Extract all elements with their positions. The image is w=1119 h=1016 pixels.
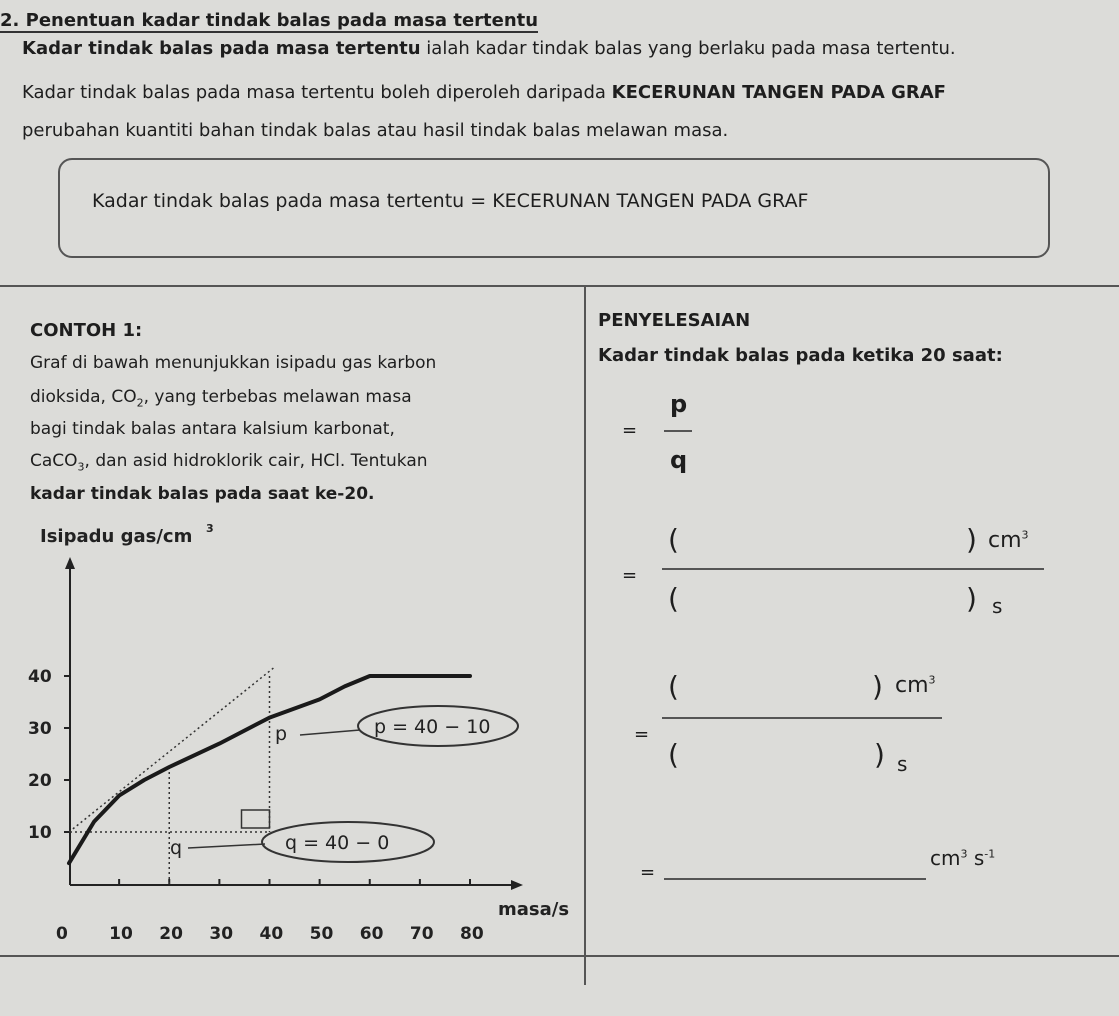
example-line-5: kadar tindak balas pada saat ke-20. [30, 484, 375, 504]
example-line-4: CaCO$_3$, dan asid hidroklorik cair, HCl. Tentukan [30, 451, 428, 474]
definition-term: Kadar tindak balas pada masa tertentu [22, 38, 421, 59]
q-formula: q = 40 − 0 [285, 832, 390, 854]
table-top-border [0, 285, 1119, 287]
unit-cm3-2: $cm^3$ [895, 673, 936, 698]
fraction-q: q [670, 446, 688, 474]
fraction-p: p [670, 390, 688, 418]
x-tick-label-80: 80 [460, 924, 484, 944]
example-line-2: dioksida, $CO_2$, yang terbebas melawan masa [30, 387, 412, 410]
example-line-1: Graf di bawah menunjukkan isipadu gas karbon [30, 353, 437, 373]
y-tick-label-40: 40 [28, 667, 52, 687]
co2-volume-curve [69, 676, 470, 863]
blank-close-3: ) [872, 670, 883, 703]
y-axis-arrow [65, 557, 75, 569]
p-pointer [300, 730, 360, 735]
y-tick-label-10: 10 [28, 823, 52, 843]
unit-s-1: s [992, 594, 1003, 618]
answer-blank[interactable] [664, 878, 926, 880]
eq-sign-4: = [640, 862, 656, 883]
y-axis-label: Isipadu gas/cm [40, 526, 193, 547]
solution-subtitle: Kadar tindak balas pada ketika 20 saat: [598, 345, 1003, 366]
example-title: CONTOH 1: [30, 320, 143, 341]
y-axis-label-exponent: 3 [206, 522, 214, 535]
blank-close-1: ) [966, 523, 977, 556]
eq-sign-1: = [622, 420, 638, 441]
q-pointer [188, 844, 265, 848]
fraction-bar-2 [662, 568, 1044, 570]
blank-open-1: ( [668, 523, 679, 556]
eq-sign-2: = [622, 565, 638, 586]
table-bottom-border [0, 955, 1119, 957]
p-label: p [275, 723, 288, 745]
x-tick-label-50: 50 [309, 924, 334, 944]
q-label: q [170, 837, 183, 859]
formula-text: Kadar tindak balas pada masa tertentu = KECERUNAN TANGEN PADA GRAF [92, 190, 809, 212]
y-tick-label-30: 30 [28, 719, 52, 739]
x-axis-arrow [511, 880, 523, 890]
y-tick-label-20: 20 [28, 771, 52, 791]
unit-s-2: s [897, 752, 908, 776]
blank-open-2: ( [668, 582, 679, 615]
right-angle-marker [242, 810, 270, 828]
answer-unit: $cm^3$ $s^{-1}$ [930, 846, 996, 870]
solution-title: PENYELESAIAN [598, 310, 751, 331]
x-tick-label-10: 10 [109, 924, 133, 944]
fraction-bar-3 [662, 717, 942, 719]
tangent-line [69, 668, 274, 832]
unit-cm3-1: $cm^3$ [988, 528, 1029, 553]
p-formula: p = 40 − 10 [374, 716, 491, 738]
x-tick-label-20: 20 [159, 924, 183, 944]
example-line-3: bagi tindak balas antara kalsium karbonat, [30, 419, 395, 439]
blank-open-3: ( [668, 670, 679, 703]
paragraph-emphasis: KECERUNAN TANGEN PADA GRAF [611, 82, 946, 103]
section-heading: 2. Penentuan kadar tindak balas pada masa tertentu [0, 10, 539, 31]
table-divider [584, 285, 586, 985]
blank-open-4: ( [668, 738, 679, 771]
x-tick-label-40: 40 [259, 924, 284, 944]
x-tick-label-30: 30 [209, 924, 234, 944]
definition-line [22, 38, 956, 59]
definition-text: ialah kadar tindak balas yang berlaku pada masa tertentu. [420, 38, 956, 59]
x-tick-label-70: 70 [409, 924, 434, 944]
blank-close-4: ) [874, 738, 885, 771]
fraction-bar-1 [664, 430, 692, 432]
blank-close-2: ) [966, 582, 977, 615]
x-axis-label: masa/s [498, 899, 570, 920]
paragraph-line-1 [22, 82, 946, 103]
volume-time-graph [0, 510, 584, 950]
x-tick-label-0: 0 [56, 924, 68, 944]
paragraph-line-2: perubahan kuantiti bahan tindak balas atau hasil tindak balas melawan masa. [22, 120, 729, 141]
x-tick-label-60: 60 [359, 924, 384, 944]
eq-sign-3: = [634, 724, 650, 745]
paragraph-text-1: Kadar tindak balas pada masa tertentu boleh diperoleh daripada [22, 82, 612, 103]
